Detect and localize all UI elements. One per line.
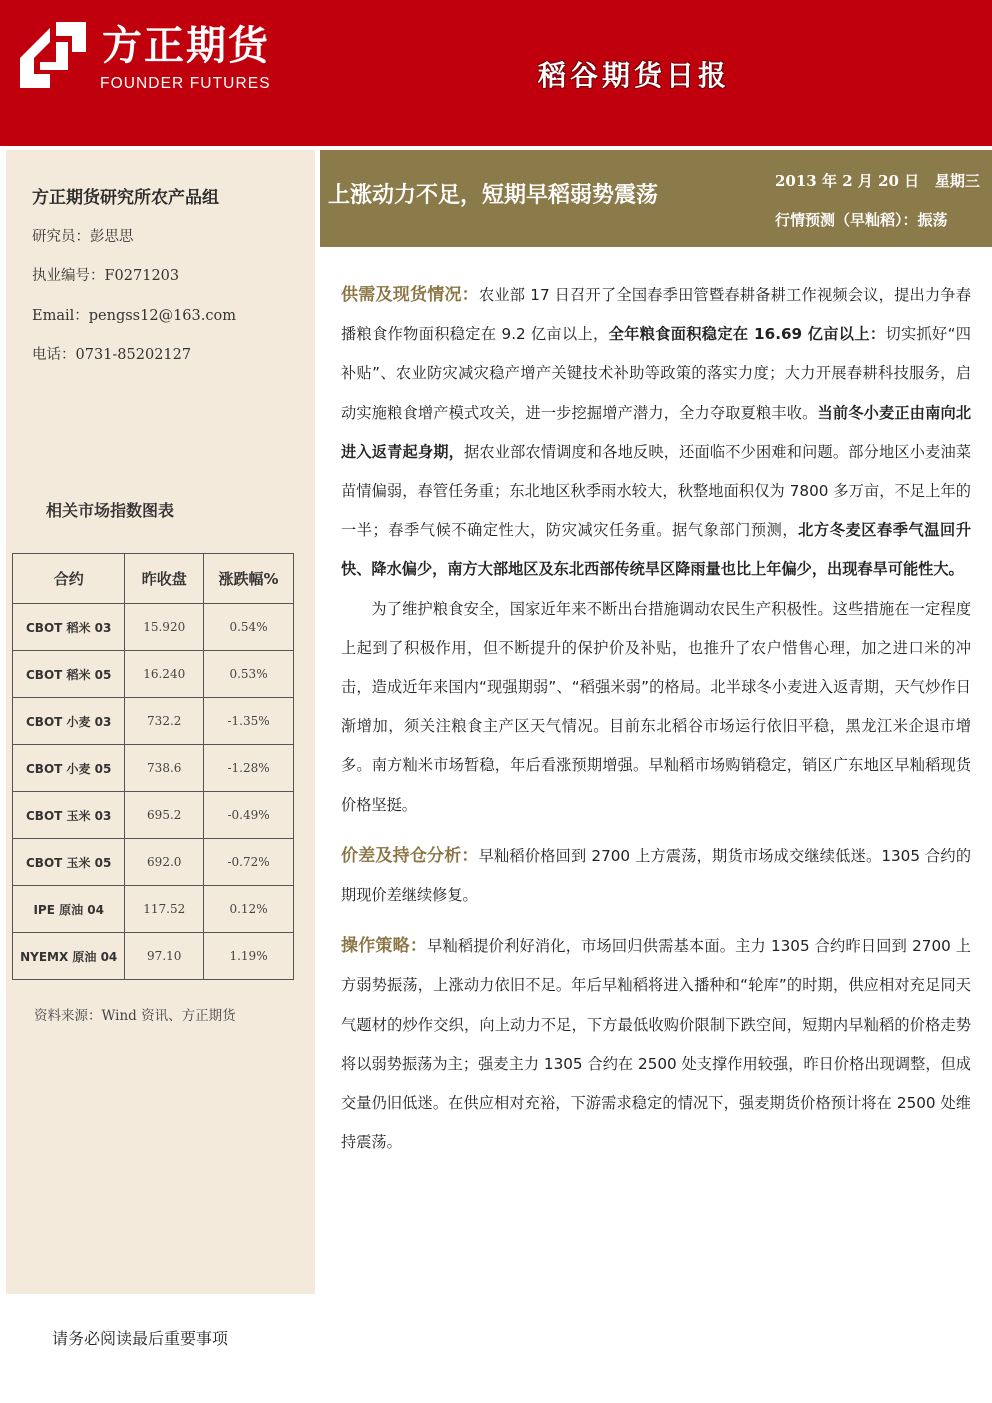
table-row: [13, 604, 294, 651]
market-paragraph: 为了维护粮食安全，国家近年来不断出台措施调动农民生产积极性。这些措施在一定程度上起到了积极作用，但不断提升的保护价及补贴，也推升了农户惜售心理，加之进口米的冲击，造成近年来国内“现强期弱”、“稻强米弱”的格局。北半球冬小麦进入返青期，天气炒作日渐增加，须关注粮食主产区天气情况。目前东北稻谷市场运行依旧平稳，黑龙江米企退市增多。南方籼米市场暂稳，年后看涨预期增强。早籼稻市场购销稳定，销区广东地区早籼稻现货价格坚挺。: [341, 599, 971, 814]
researcher-name: 研究员：彭思思: [32, 229, 134, 245]
table-row: [13, 745, 294, 792]
paragraph-text: 早籼稻提价利好消化，市场回归供需基本面。主力 1305 合约昨日回到 2700 上方弱势振荡，上涨动力依旧不足。年后早籼稻将进入播种和“轮库”的时期，供应相对充足同天气题材的炒作交织，向上动力不足，下方最低收购价限制下跌空间，短期内早籼稻的价格走势将以弱势振荡为主；强麦主力 1305 合约在 2500 处支撑作用较强，昨日价格出现调整，但成交量仍旧低迷。在供应相对充裕，下游需求稳定的情况下，强麦期货价格预计将在 2500 处维持震荡。: [341, 937, 971, 1152]
contract-cell: IPE 原油 04: [13, 886, 125, 933]
contract-cell: CBOT 玉米 03: [13, 792, 125, 839]
founder-logo-icon: [20, 22, 86, 88]
close-cell: 97.10: [125, 933, 204, 980]
brand-name-cn: 方正期货: [102, 23, 270, 69]
supply-demand-paragraph: [341, 276, 971, 590]
market-forecast: 行情预测（早籼稻）：振荡: [775, 211, 948, 229]
close-cell: 692.0: [125, 839, 204, 886]
table-row: [13, 651, 294, 698]
change-cell: -0.72%: [204, 839, 294, 886]
section-heading: 供需及现货情况：: [341, 285, 479, 305]
paragraph-text: 据农业部农情调度和各地反映，还面临不少困难和问题。部分地区小麦油菜苗情偏弱，春管任务重；东北地区秋季雨水较大，秋整地面积仅为 7800 多万亩，不足上年的一半；春季气候不确定性大，防灾减灾任务重。据气象部门预测，: [341, 442, 972, 540]
close-cell: 738.6: [125, 745, 204, 792]
report-date: 2013 年 2 月 20 日 星期三: [775, 172, 980, 190]
table-row: [13, 792, 294, 839]
license-number: 执业编号：F0271203: [32, 268, 180, 284]
highlight-text: 当前冬小麦正由南向北进入返青起身期，: [341, 403, 972, 461]
org-name: 方正期货研究所农产品组: [32, 188, 219, 208]
change-cell: 0.53%: [204, 651, 294, 698]
strategy-paragraph: [341, 927, 971, 1162]
change-cell: 1.19%: [204, 933, 294, 980]
report-headline: 上涨动力不足，短期早稻弱势震荡: [328, 183, 659, 208]
column-header: 昨收盘: [125, 554, 204, 604]
phone-number: 电话：0731-85202127: [32, 347, 192, 363]
paragraph-text: 早籼稻价格回到 2700 上方震荡，期货市场成交继续低迷。1305 合约的期现价差继续修复。: [341, 846, 972, 905]
highlight-text: 北方冬麦区春季气温回升快、降水偏少，南方大部地区及东北西部传统旱区降雨量也比上年偏少，出现春旱可能性大。: [341, 521, 972, 579]
section-heading: 操作策略：: [341, 936, 428, 957]
paragraph-text: 农业部 17 日召开了全国春季田管暨春耕备耕工作视频会议，提出力争春播粮食作物面积稳定在 9.2 亿亩以上，: [341, 286, 972, 344]
change-cell: -1.28%: [204, 745, 294, 792]
disclaimer-note: 请务必阅读最后重要事项: [52, 1329, 229, 1348]
column-header: 涨跌幅%: [204, 554, 294, 604]
close-cell: 695.2: [125, 792, 204, 839]
report-name: 稻谷期货日报: [538, 59, 731, 92]
table-row: [13, 839, 294, 886]
change-cell: 0.12%: [204, 886, 294, 933]
table-row: [13, 886, 294, 933]
market-table-title: 相关市场指数图表: [46, 501, 175, 520]
table-header-row: [13, 554, 294, 604]
market-index-table: [12, 553, 294, 980]
header-banner: [0, 0, 992, 146]
contract-cell: CBOT 小麦 03: [13, 698, 125, 745]
close-cell: 117.52: [125, 886, 204, 933]
column-header: 合约: [13, 554, 125, 604]
close-cell: 16.240: [125, 651, 204, 698]
contract-cell: CBOT 小麦 05: [13, 745, 125, 792]
table-row: [13, 698, 294, 745]
spread-position-paragraph: [341, 837, 971, 915]
brand-name-en: FOUNDER FUTURES: [100, 75, 271, 92]
contract-cell: NYEMX 原油 04: [13, 933, 125, 980]
change-cell: 0.54%: [204, 604, 294, 651]
email-address: Email：pengss12@163.com: [32, 308, 236, 324]
close-cell: 732.2: [125, 698, 204, 745]
contract-cell: CBOT 稻米 05: [13, 651, 125, 698]
data-source-note: 资料来源：Wind 资讯、方正期货: [34, 1008, 236, 1024]
section-heading: 价差及持仓分析：: [341, 845, 479, 866]
report-body: [341, 276, 971, 1162]
change-cell: -0.49%: [204, 792, 294, 839]
highlight-text: 全年粮食面积稳定在 16.69 亿亩以上：: [608, 325, 886, 344]
contract-cell: CBOT 玉米 05: [13, 839, 125, 886]
contract-cell: CBOT 稻米 03: [13, 604, 125, 651]
paragraph-text: 切实抓好“四补贴”、农业防灾减灾稳产增产关键技术补助等政策的落实力度；大力开展春耕科技服务，启动实施粮食增产模式攻关，进一步挖掘增产潜力，全力夺取夏粮丰收。: [341, 325, 971, 422]
close-cell: 15.920: [125, 604, 204, 651]
change-cell: -1.35%: [204, 698, 294, 745]
table-row: [13, 933, 294, 980]
